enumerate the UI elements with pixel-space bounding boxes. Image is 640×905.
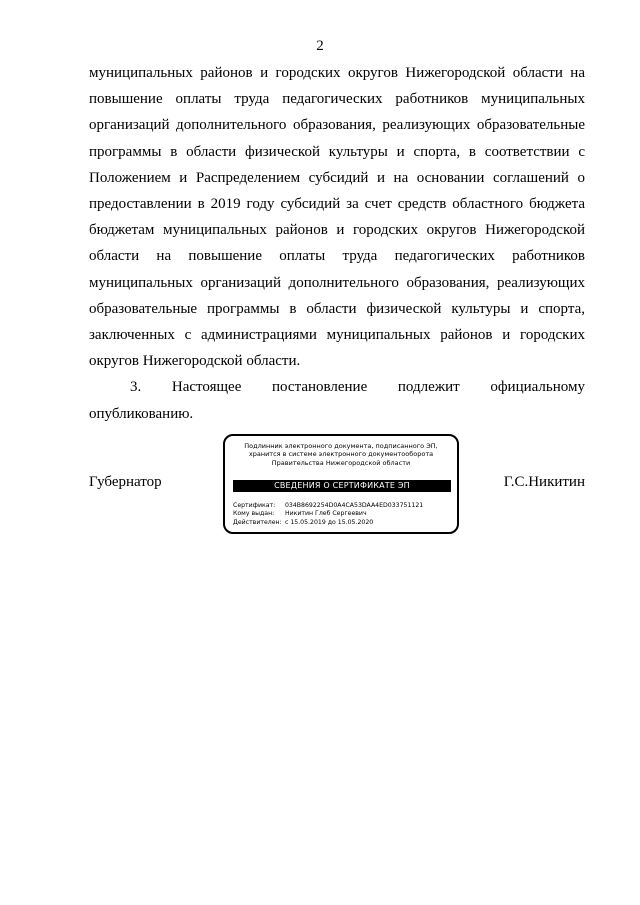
certificate-label: Сертификат: bbox=[233, 502, 276, 509]
stamp-header-line: Подлинник электронного документа, подписанного ЭП, bbox=[244, 442, 438, 450]
signatory-name: Г.С.Никитин bbox=[503, 474, 585, 490]
signature-block bbox=[89, 434, 585, 538]
validity-value: с 15.05.2019 до 15.05.2020 bbox=[284, 518, 374, 526]
stamp-header-line: хранится в системе электронного документооборота bbox=[248, 450, 434, 459]
signatory-title: Губернатор bbox=[89, 474, 162, 490]
document-body bbox=[89, 60, 585, 427]
issued-to-label: Кому выдан: bbox=[233, 510, 275, 518]
stamp-header bbox=[225, 442, 457, 467]
stamp-header-line: Правительства Нижегородской области bbox=[271, 458, 411, 467]
electronic-signature-stamp bbox=[223, 434, 459, 534]
page-number: 2 bbox=[316, 38, 324, 54]
issued-to-row bbox=[233, 510, 453, 518]
issued-to-value: Никитин Глеб Сергеевич bbox=[284, 510, 367, 518]
validity-row bbox=[233, 519, 453, 527]
certificate-value: 034B8692254D0A4CA53DAA4ED033751121 bbox=[284, 502, 424, 509]
paragraph-continuation: муниципальных районов и городских округов Нижегородской области на повышение оплаты труда педагогических работников муниципальных организаций дополнительного образования, реализующих образовательные программы в области физической культуры и спорта, в соответствии с Положением и Распределением субсидий и на основании соглашений о предоставлении в 2019 году субсидий за счет средств областного бюджета бюджетам муниципальных районов и городских округов Нижегородской области на повышение оплаты труда педагогических работников муниципальных организаций дополнительного образования, реализующих образовательные программы в области физической культуры и спорта, заключенных с администрациями муниципальных районов и городских округов Нижегородской области. bbox=[89, 65, 585, 370]
stamp-certificate-details bbox=[233, 502, 453, 527]
validity-label: Действителен: bbox=[233, 518, 282, 526]
stamp-certificate-banner: СВЕДЕНИЯ О СЕРТИФИКАТЕ ЭП bbox=[233, 480, 451, 492]
paragraph-publication-clause: 3. Настоящее постановление подлежит официальному опубликованию. bbox=[89, 379, 585, 422]
